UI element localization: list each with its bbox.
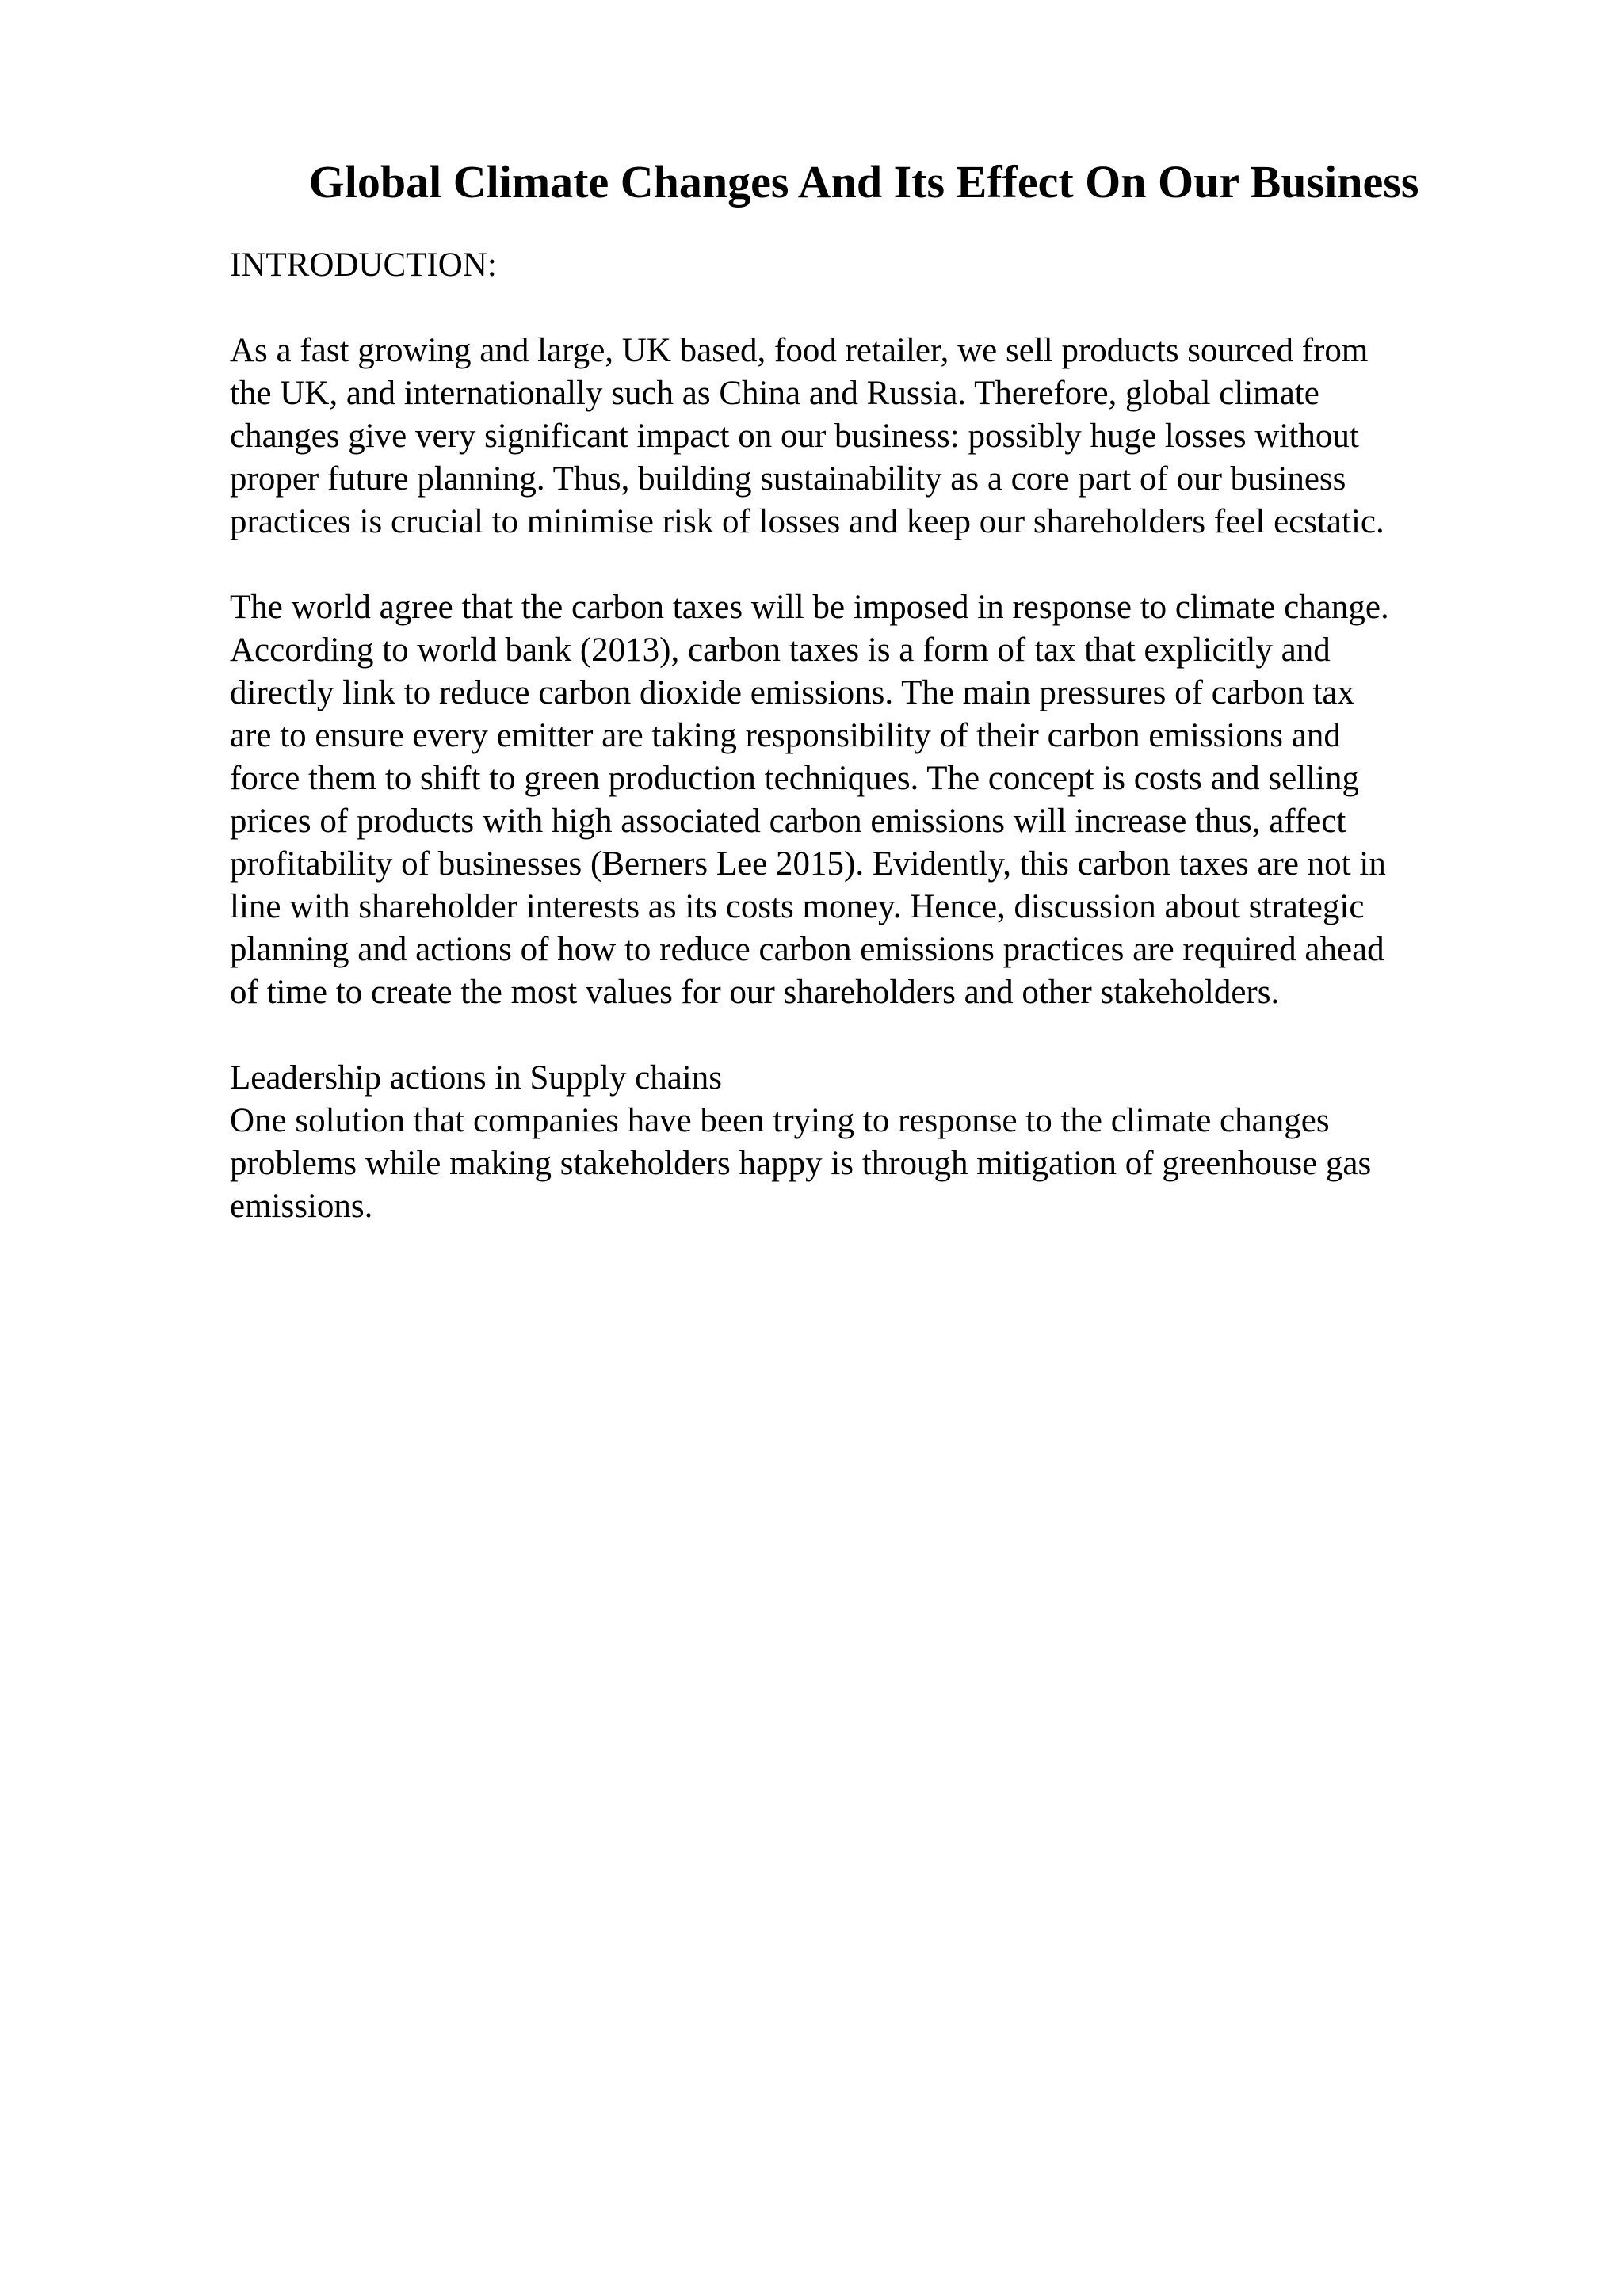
text-line: of time to create the most values for our shareholders and other stakeholders. (230, 974, 1280, 1011)
paragraph-introduction (230, 330, 1506, 543)
text-line: are to ensure every emitter are taking responsibility of their carbon emissions and (230, 717, 1341, 754)
text-line: force them to shift to green production techniques. The concept is costs and selling (230, 760, 1360, 797)
text-line: The world agree that the carbon taxes will be imposed in response to climate change. (230, 589, 1389, 626)
text-line: According to world bank (2013), carbon taxes is a form of tax that explicitly and (230, 631, 1331, 669)
text-line: prices of products with high associated carbon emissions will increase thus, affect (230, 803, 1346, 840)
text-line: the UK, and internationally such as China and Russia. Therefore, global climate (230, 375, 1319, 412)
text-line: practices is crucial to minimise risk of losses and keep our shareholders feel ecstatic. (230, 503, 1384, 540)
document-title: Global Climate Changes And Its Effect On Our Business (308, 156, 1419, 208)
text-line: directly link to reduce carbon dioxide emissions. The main pressures of carbon tax (230, 674, 1354, 711)
paragraph-spacer (230, 543, 1506, 586)
paragraph-supply-chains (230, 1100, 1506, 1228)
text-line: One solution that companies have been trying to response to the climate changes (230, 1102, 1330, 1139)
text-line: problems while making stakeholders happy is through mitigation of greenhouse gas (230, 1145, 1372, 1182)
text-line: proper future planning. Thus, building sustainability as a core part of our business (230, 460, 1346, 498)
text-line: line with shareholder interests as its costs money. Hence, discussion about strategic (230, 888, 1365, 925)
text-line: emissions. (230, 1188, 373, 1225)
text-line: changes give very significant impact on our business: possibly huge losses without (230, 418, 1359, 455)
paragraph-spacer (230, 287, 1506, 330)
text-line: profitability of businesses (Berners Lee 2015). Evidently, this carbon taxes are not in (230, 845, 1386, 883)
text-line: planning and actions of how to reduce carbon emissions practices are required ahead (230, 931, 1384, 968)
paragraph-spacer (230, 1014, 1506, 1057)
text-line: As a fast growing and large, UK based, food retailer, we sell products sourced from (230, 332, 1369, 369)
section-heading-supply-chains: Leadership actions in Supply chains (230, 1059, 722, 1097)
document-body (230, 244, 1506, 1228)
paragraph-carbon-taxes (230, 586, 1506, 1014)
introduction-heading: INTRODUCTION: (230, 246, 497, 284)
